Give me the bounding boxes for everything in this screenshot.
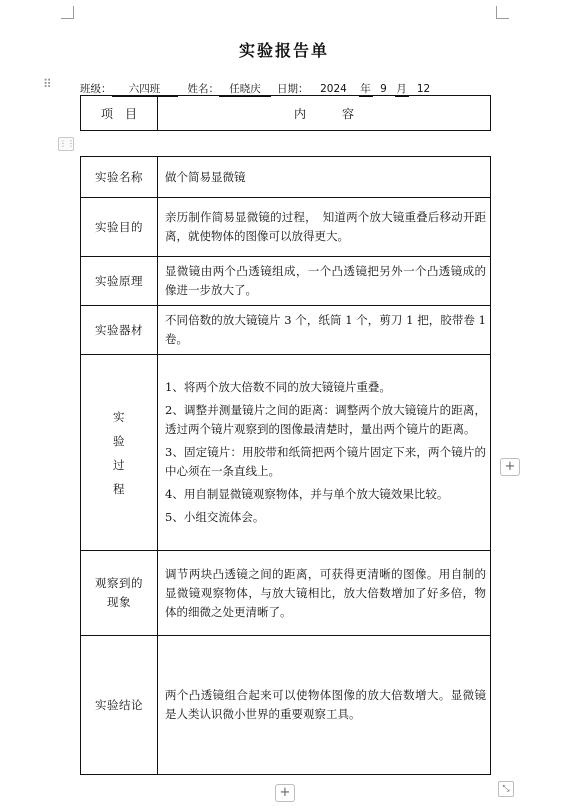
header-table xyxy=(80,95,491,131)
add-column-button[interactable]: + xyxy=(500,458,520,476)
header-content-cell[interactable]: 内 容 xyxy=(158,96,491,131)
procedure-vertical-label xyxy=(113,405,125,501)
row-content-observation[interactable]: 调节两块凸透镜之间的距离，可获得更清晰的图像。用自制的显微镜观察物体，与放大镜相比，放大倍数增加了好多倍，物体的细微之处更清晰了。 xyxy=(158,551,491,636)
label-char: 程 xyxy=(113,481,125,496)
row-label-materials[interactable]: 实验器材 xyxy=(81,306,158,355)
procedure-step: 5、小组交流体会。 xyxy=(165,510,265,524)
row-label-observation[interactable] xyxy=(81,551,158,636)
add-row-button[interactable]: + xyxy=(275,784,295,802)
label-char: 过 xyxy=(113,457,125,472)
name-label: 姓名： xyxy=(187,83,219,95)
page-corner-mark-top-left xyxy=(61,6,74,19)
observation-label-line2: 现象 xyxy=(107,595,131,609)
row-label-conclusion[interactable]: 实验结论 xyxy=(81,636,158,775)
table-row xyxy=(81,306,491,355)
table-move-icon[interactable]: ⋮⋮ xyxy=(58,137,74,151)
name-value: 任晓庆 xyxy=(219,81,271,97)
table-row xyxy=(81,636,491,775)
procedure-step: 1、将两个放大倍数不同的放大镜镜片重叠。 xyxy=(165,380,391,394)
row-content-conclusion[interactable]: 两个凸透镜组合起来可以使物体图像的放大倍数增大。显微镜是人类认识微小世界的重要观察工具。 xyxy=(158,636,491,775)
table-row xyxy=(81,157,491,198)
header-item-cell[interactable]: 项 目 xyxy=(81,96,158,131)
row-content-materials[interactable]: 不同倍数的放大镜镜片 3 个，纸筒 1 个，剪刀 1 把，胶带卷 1 卷。 xyxy=(158,306,491,355)
label-char: 验 xyxy=(113,433,125,448)
header-row xyxy=(81,96,491,131)
row-content-purpose[interactable]: 亲历制作简易显微镜的过程， 知道两个放大镜重叠后移动开距离，就使物体的图像可以放得更大。 xyxy=(158,198,491,257)
table-row xyxy=(81,257,491,306)
document-title: 实验报告单 xyxy=(238,41,329,60)
row-label-purpose[interactable]: 实验目的 xyxy=(81,198,158,257)
class-label: 班级： xyxy=(80,83,112,95)
date-day: 12 xyxy=(409,83,439,96)
row-content-name[interactable]: 做个简易显微镜 xyxy=(158,157,491,198)
table-row xyxy=(81,355,491,551)
row-label-procedure[interactable] xyxy=(81,355,158,551)
row-label-principle[interactable]: 实验原理 xyxy=(81,257,158,306)
procedure-step: 3、固定镜片：用胶带和纸筒把两个镜片固定下来，两个镜片的中心须在一条直线上。 xyxy=(165,445,486,478)
page-corner-mark-top-right xyxy=(496,6,509,19)
observation-label-line1: 观察到的 xyxy=(95,576,143,590)
date-month-unit: 月 xyxy=(396,83,407,95)
date-label: 日期： xyxy=(277,83,309,95)
row-label-name[interactable]: 实验名称 xyxy=(81,157,158,198)
date-year-unit: 年 xyxy=(360,83,371,95)
procedure-step: 2、调整并测量镜片之间的距离：调整两个放大镜镜片的距离，透过两个镜片观察到的图像最清楚时，量出两个镜片的距离。 xyxy=(165,403,486,436)
report-table xyxy=(80,156,491,775)
table-row xyxy=(81,551,491,636)
date-year: 2024 xyxy=(309,83,359,96)
label-char: 实 xyxy=(113,409,125,424)
row-content-procedure[interactable] xyxy=(158,355,491,551)
date-month: 9 xyxy=(373,83,395,96)
table-row xyxy=(81,198,491,257)
resize-corner-icon[interactable]: ⤡ xyxy=(498,781,514,797)
class-value: 六四班 xyxy=(112,81,178,97)
procedure-step: 4、用自制显微镜观察物体，并与单个放大镜效果比较。 xyxy=(165,487,449,501)
row-content-principle[interactable]: 显微镜由两个凸透镜组成，一个凸透镜把另外一个凸透镜成的像进一步放大了。 xyxy=(158,257,491,306)
grip-vertical-icon[interactable]: ⠿ xyxy=(43,77,53,91)
